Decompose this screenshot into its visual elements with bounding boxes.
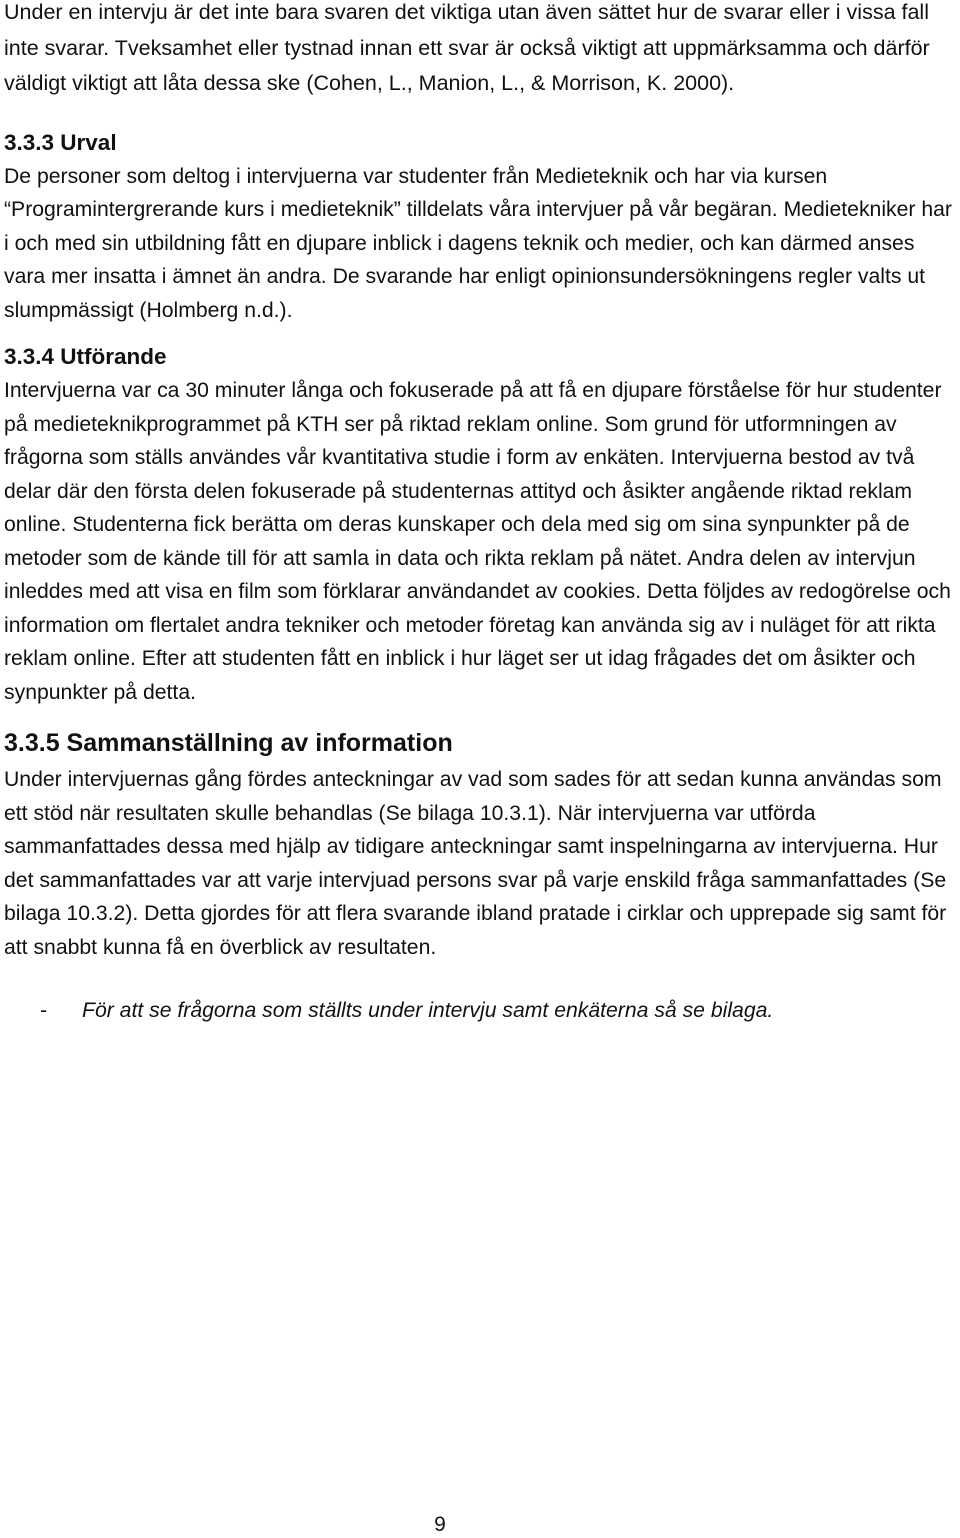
bilaga-note-text: För att se frågorna som ställts under intervju samt enkäterna så se bilaga.	[82, 999, 774, 1022]
page-content	[4, 0, 956, 1027]
section-heading-urval: 3.3.3 Urval	[4, 129, 117, 155]
section-paragraph-utforande: Intervjuerna var ca 30 minuter långa och fokuserade på att få en djupare förståelse för hur studenter på medieteknikprogrammet på KTH ser på riktad reklam online. Som grund för utformningen av frågorna som ställs användes vår kvantitativa studie i form av enkäten. Intervjuerna bestod av två delar där den första delen fokuserade på studenternas attityd och åsikter angående riktad reklam online. Studenterna fick berätta om deras kunskaper och dela med sig om sina synpunkter på de metoder som de kände till för att samla in data och rikta reklam på nätet. Andra delen av intervjun inleddes med att visa en film som förklarar användandet av cookies. Detta följdes av redogörelse och information om flertalet andra tekniker och metoder företag kan använda sig av i nuläget för att rikta reklam online. Efter att studenten fått en inblick i hur läget ser ut idag frågades det om åsikter och synpunkter på detta.	[4, 379, 951, 704]
section-sammanstallning	[4, 723, 956, 964]
section-utforande	[4, 340, 956, 709]
list-dash: -	[40, 999, 48, 1022]
section-paragraph-sammanstallning: Under intervjuernas gång fördes anteckningar av vad som sades för att sedan kunna användas som ett stöd när resultaten skulle behandlas (Se bilaga 10.3.1). När intervjuerna var utförda sammanfattades dessa med hjälp av tidigare anteckningar samt inspelningarna av intervjuerna. Hur det sammanfattades var att varje intervjuad persons svar på varje enskild fråga sammanfattades (Se bilaga 10.3.2). Detta gjordes för att flera svarande ibland pratade i cirklar och upprepade sig samt för att snabbt kunna få en överblick av resultaten.	[4, 768, 947, 959]
section-heading-sammanstallning: 3.3.5 Sammanställning av information	[4, 729, 453, 757]
section-paragraph-urval: De personer som deltog i intervjuerna var studenter från Medieteknik och har via kursen “Programintergrerande kurs i medieteknik” tilldelats våra intervjuer på vår begäran. Medietekniker har i och med sin utbildning fått en djupare inblick i dagens teknik och medier, och kan därmed anses vara mer insatta i ämnet än andra. De svarande har enligt opinionsundersökningens regler valts ut slumpmässigt (Holmberg n.d.).	[4, 164, 952, 322]
section-heading-utforande: 3.3.4 Utförande	[4, 344, 167, 369]
intro-paragraph: Under en intervju är det inte bara svaren det viktiga utan även sättet hur de svarar eller i vissa fall inte svarar. Tveksamhet eller tystnad innan ett svar är också viktigt att uppmärksamma och därför väldigt viktigt att låta dessa ske (Cohen, L., Manion, L., & Morrison, K. 2000).	[4, 0, 930, 95]
bilaga-note	[4, 994, 956, 1027]
section-urval	[4, 126, 956, 328]
intro-section	[4, 0, 956, 102]
page-number: 9	[434, 1513, 446, 1536]
